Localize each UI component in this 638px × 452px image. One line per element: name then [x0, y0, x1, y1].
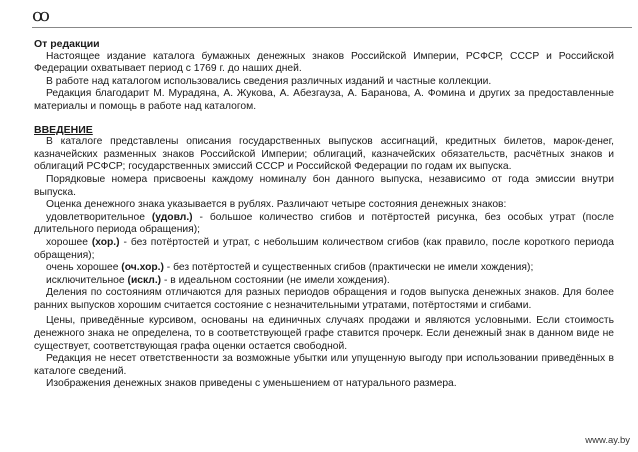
intro-paragraph-4: Деления по состояниям отличаются для разных периодов обращения и годов выпуска денежных знаков. Для более ранних выпусков хорошим считается состояние с незначительными утратами, потёртостями и сгибами.	[34, 287, 614, 311]
intro-paragraph-1: В каталоге представлены описания государственных выпусков ассигнаций, кредитных билетов, марок-денег, казначейских разменных знаков Российской Империи; облигаций, казначейских обязательств, расчётных знаков и облигаций РСФСР; государственных эмиссий СССР и Российской Федерации по годам их выпуска.	[34, 136, 614, 173]
editorial-paragraph-3: Редакция благодарит М. Мурадяна, А. Жукова, А. Абезгауза, А. Баранова, А. Фомина и других за предоставленные материалы и помощь в работе над каталогом.	[34, 88, 614, 112]
intro-paragraph-2: Порядковые номера присвоены каждому номиналу бон данного выпуска, независимо от года эмиссии внутри выпуска.	[34, 173, 614, 198]
grade-abbr: (хор.)	[91, 236, 120, 248]
editorial-paragraph-2: В работе над каталогом использовались сведения различных изданий и частные коллекции.	[46, 75, 492, 87]
watermark-text: www.ay.by	[585, 435, 630, 446]
intro-paragraph-5: Цены, приведённые курсивом, основаны на единичных случаях продажи и являются условными. Если стоимость денежного знака не определена, то в соответствующей графе ставится прочерк. Если денежный знак в данном виде не существует, соответствующая графа оценки остается свободной.	[34, 315, 614, 352]
editorial-paragraph-1: Настоящее издание каталога бумажных денежных знаков Российской Империи, РСФСР, СССР и Российской Федерации охватывает период с 1769 г. до наших дней.	[34, 50, 614, 75]
editorial-title: От редакции	[34, 38, 100, 50]
grade-abbr: (удовл.)	[151, 211, 193, 223]
top-divider	[32, 27, 632, 28]
intro-paragraph-6: Редакция не несет ответственности за возможные убытки или упущенную выгоду при использовании приведённых в каталоге сведений.	[34, 353, 614, 377]
grade-abbr: (оч.хор.)	[121, 262, 164, 274]
grade-item: исключительное (искл.) - в идеальном состоянии (не имели хождения).	[46, 274, 390, 286]
ornament-glyph: ꝏ	[32, 5, 48, 26]
grade-item: хорошее (хор.) - без потёртостей и утрат, с небольшим количеством сгибов (как правило, после короткого периода обращения);	[34, 236, 614, 261]
intro-title: ВВЕДЕНИЕ	[34, 123, 93, 136]
page-content	[34, 38, 614, 391]
grade-item: очень хорошее (оч.хор.) - без потёртостей и существенных сгибов (практически не имели хождения);	[46, 262, 534, 274]
grade-abbr: (искл.)	[127, 274, 162, 286]
grade-item: удовлетворительное (удовл.) - большое количество сгибов и потёртостей рисунка, без особых утрат (после длительного периода обращения);	[34, 211, 614, 236]
intro-paragraph-7: Изображения денежных знаков приведены с уменьшением от натурального размера.	[46, 378, 457, 390]
intro-paragraph-3: Оценка денежного знака указывается в рублях. Различают четыре состояния денежных знаков:	[46, 199, 507, 211]
